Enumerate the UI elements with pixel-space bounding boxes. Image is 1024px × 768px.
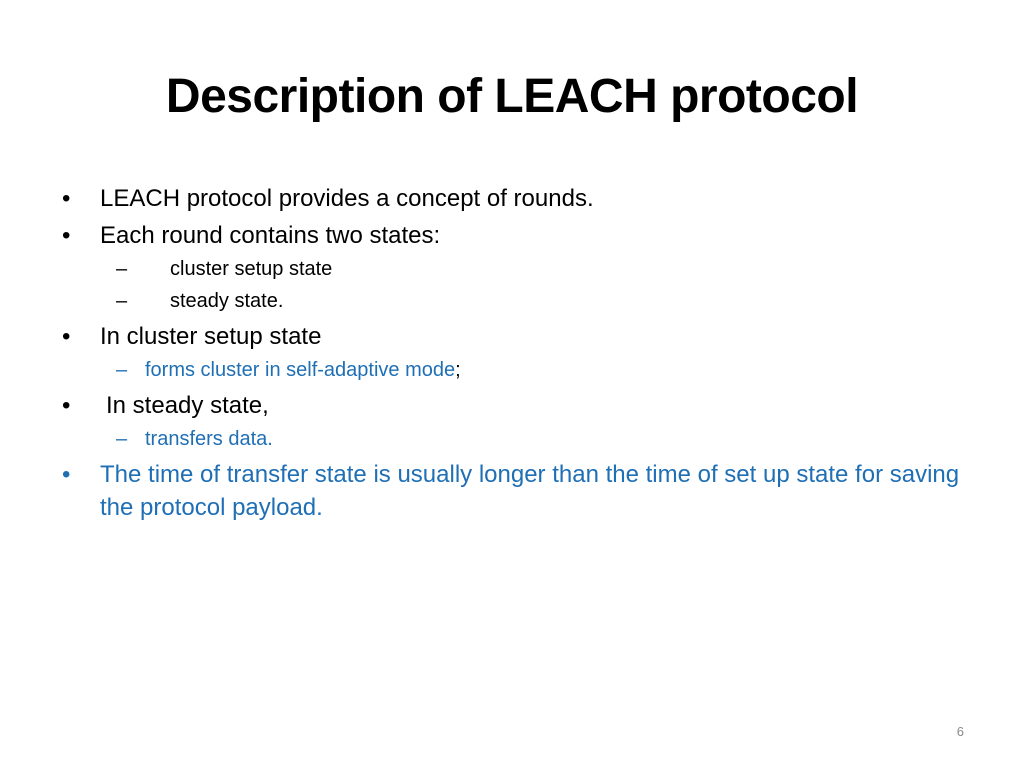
bullet-marker-icon: • — [62, 222, 71, 249]
sub-item-text: cluster setup state — [170, 258, 333, 280]
bullet-item-steady-state — [62, 389, 962, 422]
bullet-list — [62, 178, 962, 524]
bullet-item-two-states — [62, 219, 962, 252]
sub-item-text: transfers data. — [145, 428, 273, 450]
bullet-marker-icon: • — [62, 392, 71, 419]
page-number: 6 — [956, 724, 964, 739]
bullet-text: Each round contains two states: — [100, 222, 441, 249]
dash-marker-icon: – — [116, 428, 128, 450]
sub-item-self-adaptive — [62, 355, 962, 385]
bullet-marker-icon: • — [62, 323, 71, 350]
sub-item-suffix: ; — [455, 359, 461, 381]
sub-item-transfers-data — [62, 424, 962, 454]
slide-title: Description of LEACH protocol — [165, 70, 859, 123]
bullet-item-transfer-time — [62, 458, 962, 524]
sub-item-cluster-setup — [62, 254, 962, 284]
bullet-marker-icon: • — [62, 185, 71, 212]
sub-item-text: forms cluster in self-adaptive mode — [145, 359, 456, 381]
bullet-text: In steady state, — [106, 392, 269, 419]
bullet-text: In cluster setup state — [100, 323, 322, 350]
bullet-text: The time of transfer state is usually longer than the time of set up state for saving the protocol payload. — [100, 461, 960, 521]
bullet-item-cluster-setup-state — [62, 320, 962, 353]
sub-item-text: steady state. — [170, 290, 284, 312]
dash-marker-icon: – — [116, 290, 128, 312]
bullet-text: LEACH protocol provides a concept of rounds. — [100, 185, 594, 212]
sub-item-steady — [62, 286, 962, 316]
dash-marker-icon: – — [116, 258, 128, 280]
bullet-marker-icon: • — [62, 461, 71, 488]
dash-marker-icon: – — [116, 359, 128, 381]
bullet-item-rounds — [62, 182, 962, 215]
